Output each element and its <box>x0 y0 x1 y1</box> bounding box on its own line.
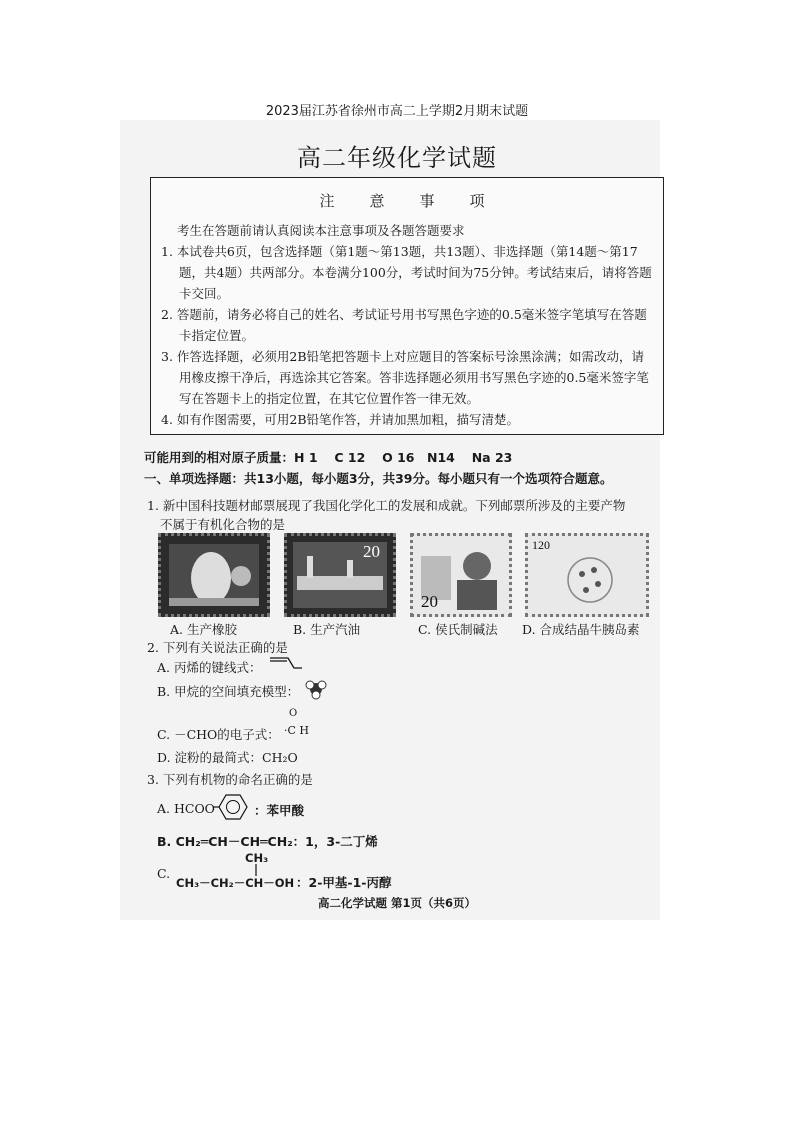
cho-electron-formula: ·C H <box>284 724 310 737</box>
q1-option-a: A. 生产橡胶 <box>170 622 237 637</box>
q1-option-b: B. 生产汽油 <box>293 622 361 637</box>
stamp-insulin-value: 120 <box>532 538 550 552</box>
q2-option-a: A. 丙烯的键线式： <box>157 660 262 675</box>
q3-option-c-label: C. <box>157 866 171 881</box>
stamp-hou <box>410 533 512 617</box>
q2-option-d: D. 淀粉的最简式：CH₂O <box>157 750 298 765</box>
q2-option-c: C. －CHO的电子式： <box>157 727 280 742</box>
notice-item-1: 1. 本试卷共6页，包含选择题（第1题～第13题，共13题）、非选择题（第14题～第17题，共4题）共两部分。本卷满分100分，考试时间为75分钟。考试结束后，请将答题卡交回。 <box>161 244 652 301</box>
page-footer: 高二化学试题 第1页（共6页） <box>317 896 476 910</box>
notice-box <box>150 177 664 435</box>
q2-option-b: B. 甲烷的空间填充模型： <box>157 684 300 699</box>
benzene-ring-icon <box>213 792 253 822</box>
q3-option-b: B. CH₂═CH－CH═CH₂：1，3-二丁烯 <box>157 834 378 849</box>
notice-item-2: 2. 答题前，请务必将自己的姓名、考试证号用书写黑色字迹的0.5毫米签字笔填写在答题卡指定位置。 <box>161 307 647 343</box>
q1-stem-line2: 不属于有机化合物的是 <box>160 517 286 532</box>
notice-item-3: 3. 作答选择题，必须用2B铅笔把答题卡上对应题目的答案标号涂黑涂满；如需改动，请用橡皮擦干净后，再选涂其它答案。答非选择题必须用书写黑色字迹的0.5毫米签字笔写在答题卡上的指定位置，在其它位置作答一律无效。 <box>161 349 649 406</box>
q1-option-c: C. 侯氏制碱法 <box>418 622 498 637</box>
stamp-gasoline <box>284 533 396 617</box>
methane-space-filling-icon <box>305 678 327 700</box>
q2-stem: 2. 下列有关说法正确的是 <box>147 640 288 655</box>
notice-intro: 考生在答题前请认真阅读本注意事项及各题答题要求 <box>177 223 465 238</box>
notice-item-4: 4. 如有作图需要，可用2B铅笔作答，并请加黑加粗，描写清楚。 <box>161 412 520 427</box>
propene-skeletal-icon <box>268 655 304 671</box>
q3-option-a-prefix: A. HCOO <box>157 801 215 816</box>
notice-heading: 注 意 事 项 <box>319 192 495 210</box>
q1-stem-line1: 1. 新中国科技题材邮票展现了我国化学化工的发展和成就。下列邮票所涉及的主要产物 <box>147 498 626 513</box>
document-title: 2023届江苏省徐州市高二上学期2月期末试题 <box>265 104 529 119</box>
stamp-rubber-art <box>161 536 267 614</box>
stamp-hou-value: 20 <box>421 592 438 611</box>
stamp-gasoline-value: 20 <box>363 542 380 561</box>
q3-option-c-name: ：2-甲基-1-丙醇 <box>296 875 392 890</box>
q3-option-c-chain: CH₃－CH₂－CH－OH <box>176 876 295 890</box>
exam-title: 高二年级化学试题 <box>297 144 497 172</box>
stamp-insulin <box>525 533 649 617</box>
q3-option-c-methyl: CH₃ <box>245 851 269 865</box>
cho-oxygen: O <box>289 708 298 719</box>
atomic-masses: 可能用到的相对原子质量：H 1 C 12 O 16 N14 Na 23 <box>144 450 513 465</box>
section-one-heading: 一、单项选择题：共13小题，每小题3分，共39分。每小题只有一个选项符合题意。 <box>144 471 613 486</box>
stamp-rubber <box>158 533 270 617</box>
q3-option-a-name: ：苯甲酸 <box>254 803 305 818</box>
q3-stem: 3. 下列有机物的命名正确的是 <box>147 772 313 787</box>
q1-option-d: D. 合成结晶牛胰岛素 <box>522 622 640 637</box>
